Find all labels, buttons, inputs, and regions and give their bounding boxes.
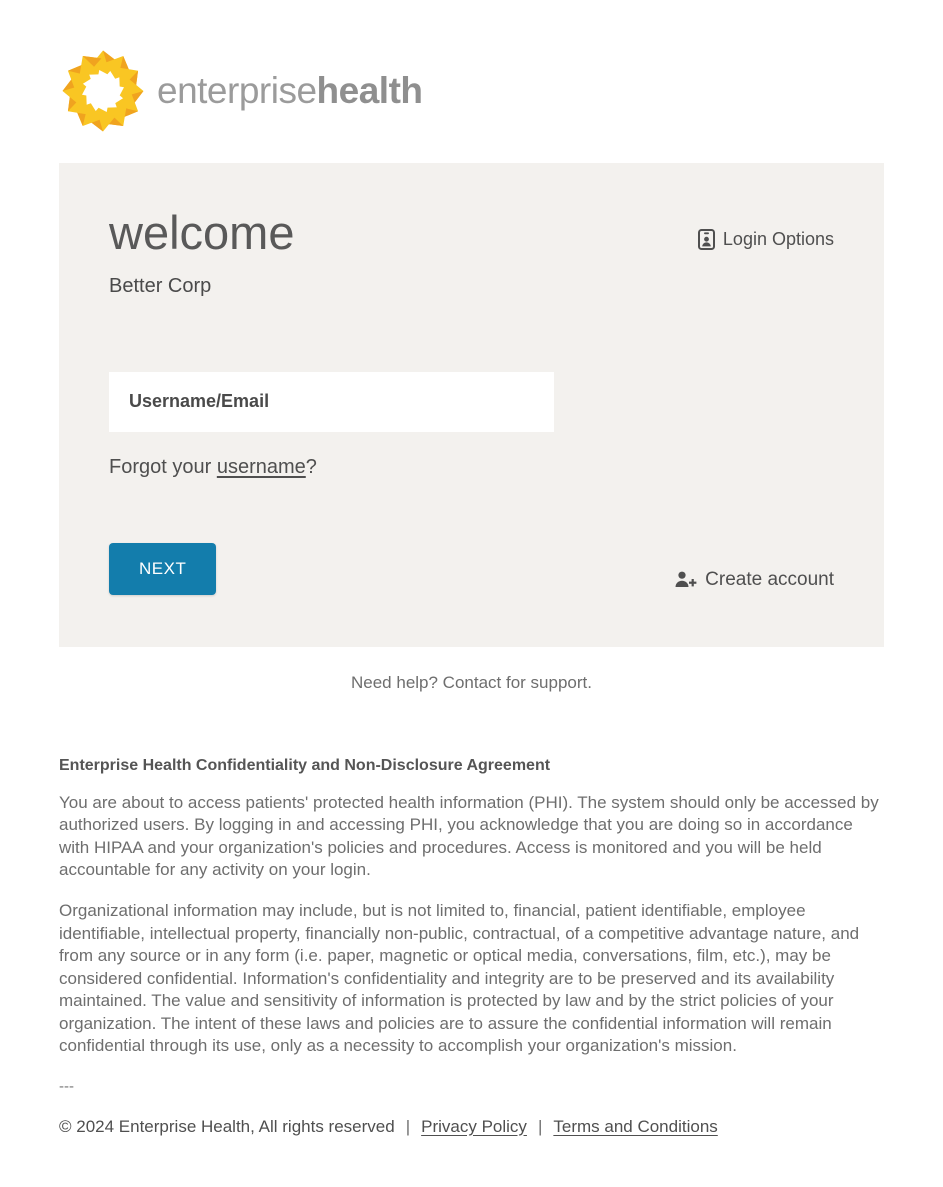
next-button[interactable]: NEXT xyxy=(109,543,216,595)
create-account-button[interactable] xyxy=(675,569,834,591)
login-card xyxy=(59,163,884,647)
agreement-paragraph-2: Organizational information may include, but is not limited to, financial, patient identifiable, employee identifiable, intellectual property, financially non-public, contractual, of a competitive advantage nature, and from any source or in any form (i.e. paper, magnetic or optical media, conversations, film, etc.), may be considered confidential. Information's confidentiality and integrity are to be preserved and its availability maintained. The value and sensitivity of information is protected by law and by the strict policies of your organization. The intent of these laws and policies are to assure the confidential information will remain confidential through its use, only as a necessity to accomplish your organization's mission. xyxy=(59,901,860,1056)
brand-name-bold: health xyxy=(316,70,423,111)
forgot-suffix: ? xyxy=(305,455,317,478)
copyright-text: © 2024 Enterprise Health, All rights reserved xyxy=(59,1116,395,1136)
footer-separator: | xyxy=(405,1116,411,1136)
forgot-prefix: Forgot your xyxy=(109,455,217,478)
organization-name: Better Corp xyxy=(109,274,212,297)
login-options-button[interactable] xyxy=(698,229,834,250)
agreement-divider: --- xyxy=(59,1077,74,1095)
forgot-username-link[interactable]: username xyxy=(216,455,306,478)
footer-separator: | xyxy=(537,1116,543,1136)
agreement-paragraph-1: You are about to access patients' protected health information (PHI). The system should only be accessed by authorized users. By logging in and accessing PHI, you acknowledge that you are doing so in accordance with HIPAA and your organization's policies and procedures. Access is monitored and you will be held accountable for any activity on your login. xyxy=(59,792,879,879)
id-badge-icon xyxy=(698,229,715,250)
help-text: Need help? Contact for support. xyxy=(351,672,592,692)
footer xyxy=(59,1117,884,1137)
confidentiality-agreement xyxy=(59,757,884,1095)
username-input[interactable] xyxy=(109,372,554,432)
brand-header xyxy=(59,45,884,137)
user-plus-icon xyxy=(675,571,697,588)
page-title: welcome xyxy=(109,206,295,259)
page xyxy=(59,45,884,1187)
privacy-policy-link[interactable]: Privacy Policy xyxy=(421,1116,527,1136)
brand-wordmark xyxy=(157,70,423,112)
agreement-heading: Enterprise Health Confidentiality and Non-Disclosure Agreement xyxy=(59,756,551,774)
brand-name-regular: enterprise xyxy=(157,70,317,111)
login-options-label: Login Options xyxy=(722,229,834,249)
create-account-label: Create account xyxy=(705,568,834,590)
terms-and-conditions-link[interactable]: Terms and Conditions xyxy=(553,1116,718,1136)
forgot-username-line xyxy=(109,456,834,479)
enterprise-health-logo-icon xyxy=(59,45,147,137)
